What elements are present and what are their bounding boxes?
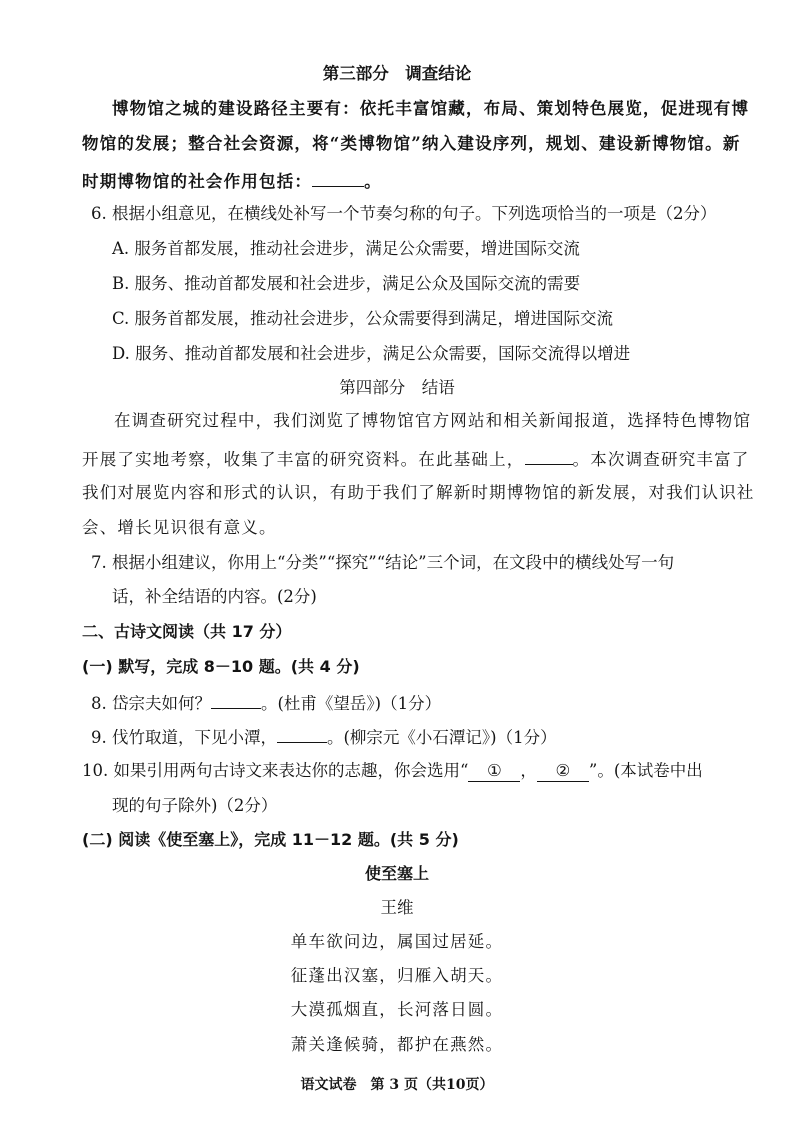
question-6-option-a: A. 服务首都发展，推动社会进步，满足公众需要，增进国际交流 (112, 239, 580, 258)
part3-paragraph-line-3 (82, 168, 382, 193)
question-10-line-1 (82, 760, 703, 782)
section-2-sub-1-heading: (一) 默写，完成 8－10 题。(共 4 分) (82, 657, 360, 676)
question-10-comma: ， (520, 761, 537, 780)
question-7-line-1: 7. 根据小组建议，你用上“分类”“探究”“结论”三个词，在文段中的横线处写一句 (91, 553, 675, 572)
question-6-stem: 6. 根据小组意见，在横线处补写一个节奏匀称的句子。下列选项恰当的一项是（2分） (91, 204, 717, 223)
question-6-option-d: D. 服务、推动首都发展和社会进步，满足公众需要，国际交流得以增进 (112, 344, 631, 363)
answer-blank-2[interactable]: ② (537, 761, 589, 782)
poem-title: 使至塞上 (364, 864, 429, 883)
section-2-sub-2-heading: (二) 阅读《使至塞上》，完成 11－12 题。(共 5 分) (82, 830, 459, 849)
answer-blank[interactable] (211, 690, 261, 709)
page-footer: 语文试卷 第 3 页（共10页） (300, 1077, 494, 1093)
part4-heading: 第四部分 结语 (339, 378, 455, 397)
part4-line2-end: 。本次调查研究丰富了 (572, 450, 750, 469)
question-10-end: ”。(本试卷中出 (588, 761, 703, 780)
part3-line3-end: 。 (364, 172, 382, 191)
question-6-option-b: B. 服务、推动首都发展和社会进步，满足公众及国际交流的需要 (112, 274, 581, 293)
answer-blank-1[interactable]: ① (468, 761, 520, 782)
part3-paragraph-line-1: 博物馆之城的建设路径主要有：依托丰富馆藏，布局、策划特色展览，促进现有博 (112, 99, 750, 118)
question-8-source: 。(杜甫《望岳》)（1分） (261, 694, 442, 713)
question-6-option-c: C. 服务首都发展，推动社会进步，公众需要得到满足，增进国际交流 (112, 309, 614, 328)
poem-author: 王维 (380, 898, 414, 917)
question-9-source: 。(柳宗元《小石潭记》)（1分） (327, 728, 557, 747)
question-10-line-2: 现的句子除外)（2分） (112, 796, 278, 815)
part3-heading: 第三部分 调查结论 (322, 64, 472, 83)
question-9 (91, 724, 557, 749)
poem-line-2: 征蓬出汉塞，归雁入胡天。 (290, 966, 504, 985)
part4-paragraph-line-3: 我们对展览内容和形式的认识，有助于我们了解新时期博物馆的新发展，对我们认识社 (82, 483, 755, 502)
answer-blank[interactable] (277, 724, 327, 743)
part4-paragraph-line-4: 会、增长见识很有意义。 (82, 518, 277, 537)
answer-blank[interactable] (525, 446, 573, 465)
poem-line-3: 大漠孤烟直，长河落日圆。 (290, 1000, 504, 1019)
section-2-heading: 二、古诗文阅读（共 17 分） (82, 622, 292, 641)
part4-line2-text: 开展了实地考察，收集了丰富的研究资料。在此基础上， (82, 450, 525, 469)
question-9-text: 9. 伐竹取道，下见小潭， (91, 728, 277, 747)
question-7-line-2: 话，补全结语的内容。(2分) (112, 587, 317, 606)
question-10-text: 10. 如果引用两句古诗文来表达你的志趣，你会选用“ (82, 761, 469, 780)
poem-line-1: 单车欲问边，属国过居延。 (290, 932, 504, 951)
question-8-text: 8. 岱宗夫如何？ (91, 694, 211, 713)
poem-line-4: 萧关逢候骑，都护在燕然。 (290, 1035, 504, 1054)
part4-paragraph-line-2 (82, 446, 750, 471)
part3-line3-text: 时期博物馆的社会作用包括： (82, 172, 313, 191)
answer-blank[interactable] (312, 168, 364, 187)
part4-paragraph-line-1: 在调查研究过程中，我们浏览了博物馆官方网站和相关新闻报道，选择特色博物馆 (114, 411, 752, 430)
part3-paragraph-line-2: 物馆的发展；整合社会资源，将“类博物馆”纳入建设序列，规划、建设新博物馆。新 (82, 134, 741, 153)
question-8 (91, 690, 441, 715)
